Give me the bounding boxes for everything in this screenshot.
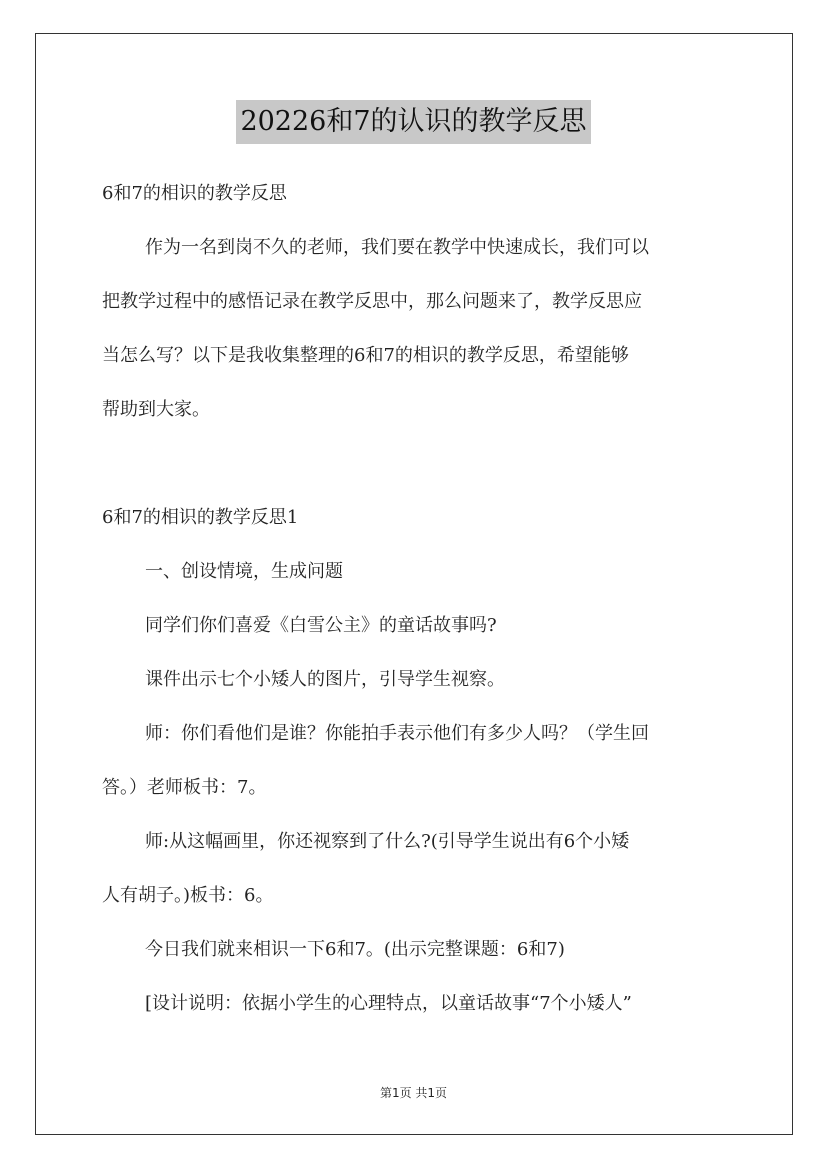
body-line: 课件出示七个小矮人的图片，引导学生视察。	[145, 669, 505, 690]
body-line: 人有胡子。)板书：6。	[102, 885, 274, 906]
document-subtitle: 6和7的相识的教学反思	[102, 183, 287, 204]
intro-line: 当怎么写？以下是我收集整理的6和7的相识的教学反思，希望能够	[102, 345, 629, 366]
body-line: 师:从这幅画里，你还视察到了什么?(引导学生说出有6个小矮	[145, 831, 630, 852]
intro-line: 作为一名到岗不久的老师，我们要在教学中快速成长，我们可以	[145, 237, 649, 258]
title-container	[0, 100, 827, 144]
section-heading: 6和7的相识的教学反思1	[102, 507, 299, 528]
intro-line: 把教学过程中的感悟记录在教学反思中，那么问题来了，教学反思应	[102, 291, 642, 312]
body-line: 同学们你们喜爱《白雪公主》的童话故事吗?	[145, 615, 497, 636]
body-line: 答。）老师板书：7。	[102, 777, 267, 798]
document-title: 20226和7的认识的教学反思	[236, 100, 590, 144]
body-line: 今日我们就来相识一下6和7。(出示完整课题：6和7)	[145, 939, 565, 960]
body-line: [设计说明：依据小学生的心理特点，以童话故事“7个小矮人”	[145, 993, 632, 1014]
body-line: 师：你们看他们是谁？你能拍手表示他们有多少人吗？（学生回	[145, 723, 649, 744]
body-line: 一、创设情境，生成问题	[145, 561, 343, 582]
page-footer: 第1页 共1页	[379, 1086, 448, 1100]
intro-line: 帮助到大家。	[102, 399, 210, 420]
